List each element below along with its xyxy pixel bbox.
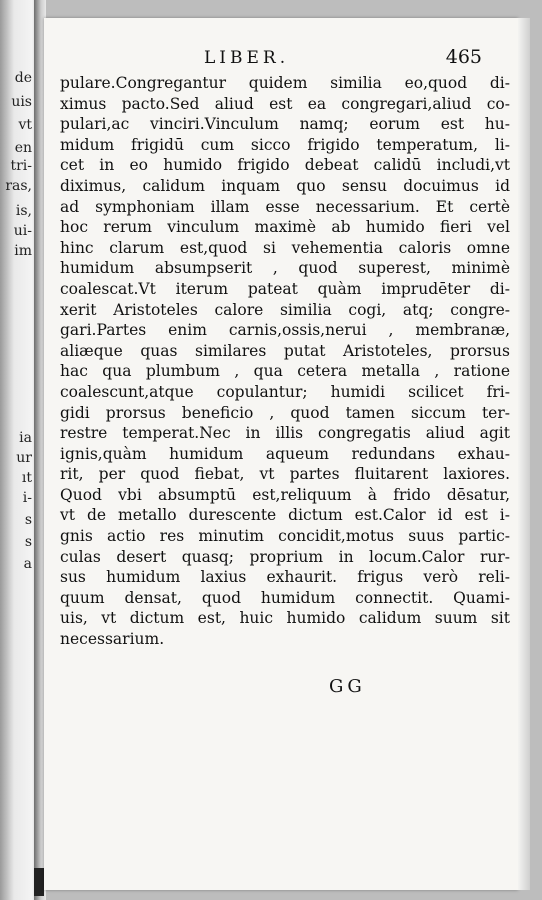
previous-page-fragment: a [23,556,32,572]
text-line: Quod vbi absumptū est,reliquum à frido dēsatur, [60,485,510,504]
previous-page-fragment: ur [16,450,32,466]
page-fore-edge [518,18,530,890]
text-line: uis, vt dictum est, huic humido calidum suum sit [60,609,510,628]
text-line: quum densat, quod humidum connectit. Quami- [60,588,510,607]
text-line: hac qua plumbum , qua cetera metalla , ratione [60,362,510,381]
previous-page-fragment: s [24,512,32,528]
text-line: aliæque quas similares putat Aristoteles, prorsus [60,341,510,360]
text-line: necessarium. [60,630,165,649]
text-line: vt de metallo durescente dictum est.Calor id est i- [60,506,510,525]
text-line: pulari,ac vinciri.Vinculum namq; eorum est hu- [60,115,510,134]
previous-page-fragment: en [14,140,32,156]
page-number: 465 [445,46,482,68]
previous-page-fragment: de [14,70,32,86]
previous-page-fragment: i- [22,490,32,506]
text-line: pulare.Congregantur quidem similia eo,quod di- [60,74,510,92]
text-line: hinc clarum est,quod si vehementia caloris omne [60,238,510,257]
previous-page-fragment: ia [19,430,32,446]
previous-page-fragment: uis [11,94,32,110]
text-line: ignis,quàm humidum aqueum redundans exhau- [60,444,510,463]
running-head: LIBER. [204,48,290,68]
text-line: gidi prorsus beneficio , quod tamen siccum ter- [60,403,510,422]
previous-page-fragment: ui- [13,223,32,239]
body-text [60,73,510,650]
previous-page-fragment: im [14,243,32,259]
text-line: humidum absumpserit , quod superest, minimè [60,259,510,278]
text-line: diximus, calidum inquam quo sensu docuimus id [60,176,510,195]
text-line: culas desert quasq; proprium in locum.Calor rur- [60,547,510,566]
text-line: restre temperat.Nec in illis congregatis aliud agit [60,424,510,443]
text-line: hoc rerum vinculum maximè ab humido fieri vel [60,218,510,237]
previous-page-fragment: vt [18,117,32,133]
text-line: sus humidum laxius exhaurit. frigus verò reli- [60,568,510,587]
text-line: xerit Aristoteles calore similia cogi, atq; congre- [60,300,510,319]
book-page [44,18,518,890]
text-line: gnis actio res minutim concidit,motus suus partic- [60,527,510,546]
text-line: gari.Partes enim carnis,ossis,nerui , membranæ, [60,321,510,340]
binding-edge-mark [34,868,44,896]
previous-page-fragment: ıt [21,470,32,486]
previous-page-fragment: tri- [10,158,32,174]
text-line: rit, per quod fiebat, vt partes fluitarent laxiores. [60,465,510,484]
text-line: cet in eo humido frigido debeat calidū includi,vt [60,156,510,175]
previous-page-fragment: s [24,534,32,550]
previous-page-fragment: is, [15,203,32,219]
text-line: coalescunt,atque copulantur; humidi scilicet fri- [60,382,510,401]
text-line: ximus pacto.Sed aliud est ea congregari,aliud co- [60,94,510,113]
previous-page-fragment: ras, [5,178,32,194]
text-line: coalescat.Vt iterum pateat quàm imprudēter di- [60,279,510,298]
text-line: midum frigidū cum sicco frigido temperatum, li- [60,135,510,154]
text-line: ad symphoniam illam esse necessarium. Et certè [60,197,510,216]
signature-mark: GG [329,676,366,697]
